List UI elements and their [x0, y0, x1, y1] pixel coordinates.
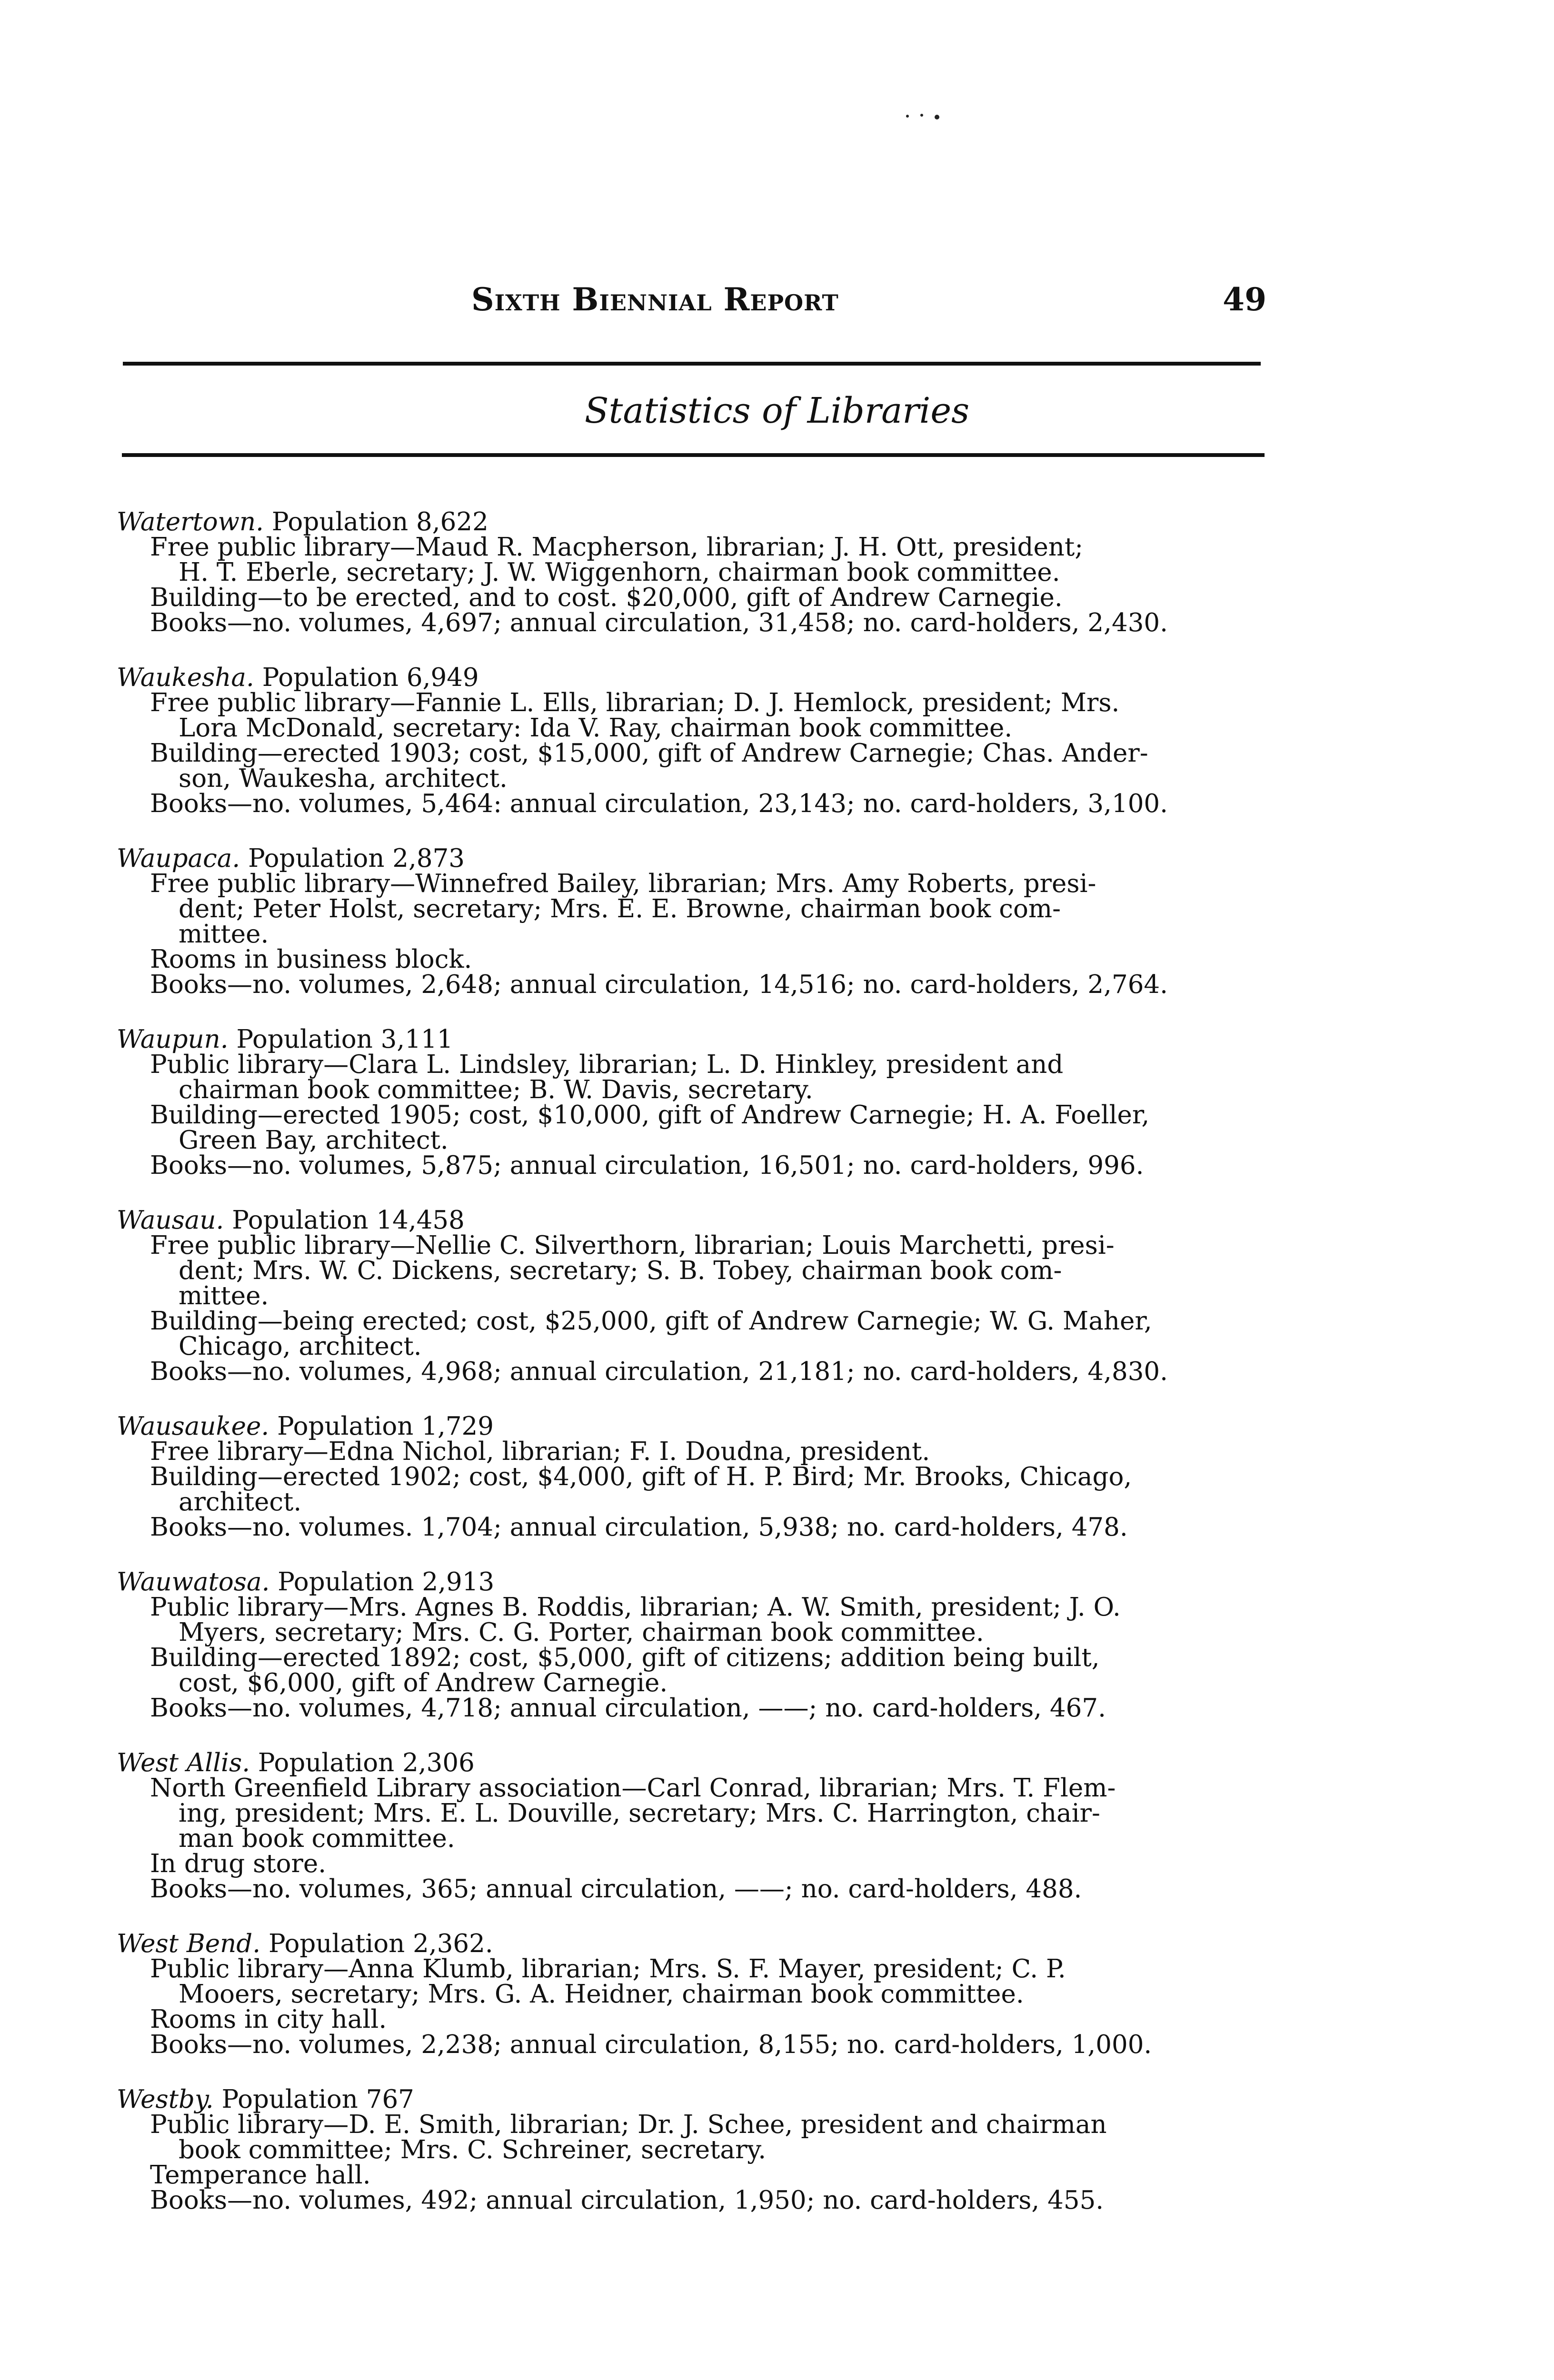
population: Population 6,949 — [262, 663, 479, 692]
library-entry-waukesha — [117, 665, 1269, 816]
entry-line: son, Waukesha, architect. — [179, 764, 508, 793]
entry-heading — [117, 2087, 1269, 2112]
entry-line: H. T. Eberle, secretary; J. W. Wiggenhorn, chairman book committee. — [179, 558, 1060, 587]
section-title: Statistics of Libraries — [584, 390, 970, 431]
entry-line: mittee. — [179, 1281, 269, 1310]
entry-line: Free public library—Maud R. Macpherson, librarian; J. H. Ott, president; — [150, 533, 1084, 562]
entry-line: Free public library—Fannie L. Ells, librarian; D. J. Hemlock, president; Mrs. — [150, 688, 1120, 717]
population: Population 2,913 — [278, 1567, 495, 1597]
entry-line: Chicago, architect. — [179, 1332, 422, 1361]
library-entry-west-bend — [117, 1931, 1269, 2057]
population: Population 3,111 — [236, 1025, 453, 1054]
running-title: Sixth Biennial Report — [471, 281, 839, 318]
entry-line: Books—no. volumes, 5,464: annual circulation, 23,143; no. card-holders, 3,100. — [150, 789, 1168, 818]
entry-heading — [117, 665, 1269, 690]
entry-line: book committee; Mrs. C. Schreiner, secretary. — [179, 2135, 767, 2164]
entry-line: Public library—D. E. Smith, librarian; Dr. J. Schee, president and chairman — [150, 2110, 1107, 2139]
entry-line: Rooms in business block. — [150, 945, 472, 974]
entry-line: Building—being erected; cost, $25,000, gift of Andrew Carnegie; W. G. Maher, — [150, 1307, 1152, 1336]
town-name: Waupaca. — [117, 844, 240, 873]
entry-heading — [117, 1414, 1269, 1439]
entry-line: In drug store. — [150, 1849, 327, 1878]
entry-line: Rooms in city hall. — [150, 2005, 387, 2034]
population: Population 8,622 — [271, 507, 488, 536]
entry-heading — [117, 1931, 1269, 1956]
library-entry-watertown — [117, 509, 1269, 635]
town-name: Waukesha. — [117, 663, 254, 692]
page-header — [119, 267, 1266, 333]
entry-line: Green Bay, architect. — [179, 1126, 448, 1155]
entry-line: Free library—Edna Nichol, librarian; F. I. Doudna, president. — [150, 1437, 930, 1466]
population: Population 14,458 — [232, 1206, 465, 1235]
entry-line: ing, president; Mrs. E. L. Douville, secretary; Mrs. C. Harrington, chair- — [179, 1799, 1100, 1828]
town-name: Westby. — [117, 2085, 214, 2114]
entry-line: dent; Mrs. W. C. Dickens, secretary; S. B. Tobey, chairman book com- — [179, 1256, 1062, 1285]
entry-line: Building—erected 1892; cost, $5,000, gift of citizens; addition being built, — [150, 1643, 1100, 1672]
entry-line: Public library—Clara L. Lindsley, librarian; L. D. Hinkley, president and — [150, 1050, 1064, 1079]
entry-line: Building—erected 1902; cost, $4,000, gift of H. P. Bird; Mr. Brooks, Chicago, — [150, 1462, 1132, 1491]
entry-line: Public library—Mrs. Agnes B. Roddis, librarian; A. W. Smith, president; J. O. — [150, 1593, 1121, 1622]
entry-heading — [117, 1027, 1269, 1052]
entry-line: Books—no. volumes, 365; annual circulation, ——; no. card-holders, 488. — [150, 1874, 1082, 1904]
entry-heading — [117, 1569, 1269, 1595]
print-specks — [905, 109, 962, 124]
town-name: Waupun. — [117, 1025, 229, 1054]
header-rule-top — [123, 362, 1261, 366]
header-rule-bottom — [122, 453, 1265, 457]
library-entries — [117, 509, 1269, 2242]
entry-line: Books—no. volumes, 4,718; annual circulation, ——; no. card-holders, 467. — [150, 1694, 1106, 1723]
town-name: Watertown. — [117, 507, 264, 536]
library-entry-waupaca — [117, 846, 1269, 997]
entry-line: Myers, secretary; Mrs. C. G. Porter, chairman book committee. — [179, 1618, 984, 1647]
town-name: Wauwatosa. — [117, 1567, 270, 1597]
library-entry-wauwatosa — [117, 1569, 1269, 1721]
entry-line: Free public library—Nellie C. Silverthorn, librarian; Louis Marchetti, presi- — [150, 1231, 1115, 1260]
library-entry-waupun — [117, 1027, 1269, 1178]
entry-line: Books—no. volumes, 2,238; annual circulation, 8,155; no. card-holders, 1,000. — [150, 2030, 1152, 2059]
entry-line: man book committee. — [179, 1824, 455, 1853]
entry-line: Books—no. volumes, 5,875; annual circulation, 16,501; no. card-holders, 996. — [150, 1151, 1144, 1180]
population: Population 2,873 — [248, 844, 465, 873]
library-entry-wausau — [117, 1208, 1269, 1384]
town-name: West Allis. — [117, 1748, 250, 1777]
town-name: West Bend. — [117, 1929, 261, 1958]
entry-line: Books—no. volumes, 2,648; annual circulation, 14,516; no. card-holders, 2,764. — [150, 970, 1168, 999]
entry-heading — [117, 1750, 1269, 1775]
entry-line: Temperance hall. — [150, 2161, 371, 2190]
entry-line: Mooers, secretary; Mrs. G. A. Heidner, chairman book committee. — [179, 1980, 1024, 2009]
page-number: 49 — [1223, 281, 1266, 318]
entry-line: Books—no. volumes, 4,968; annual circulation, 21,181; no. card-holders, 4,830. — [150, 1357, 1168, 1386]
entry-heading — [117, 846, 1269, 871]
entry-line: Building—erected 1905; cost, $10,000, gift of Andrew Carnegie; H. A. Foeller, — [150, 1101, 1150, 1130]
library-entry-wausaukee — [117, 1414, 1269, 1540]
entry-line: cost, $6,000, gift of Andrew Carnegie. — [179, 1668, 668, 1697]
population: Population 2,306 — [258, 1748, 475, 1777]
entry-line: Building—to be erected, and to cost. $20,000, gift of Andrew Carnegie. — [150, 583, 1063, 612]
entry-line: Free public library—Winnefred Bailey, librarian; Mrs. Amy Roberts, presi- — [150, 869, 1096, 898]
entry-line: dent; Peter Holst, secretary; Mrs. E. E. Browne, chairman book com- — [179, 894, 1061, 923]
entry-line: Books—no. volumes. 1,704; annual circulation, 5,938; no. card-holders, 478. — [150, 1513, 1128, 1542]
library-entry-westby — [117, 2087, 1269, 2213]
entry-heading — [117, 509, 1269, 535]
entry-line: mittee. — [179, 920, 269, 949]
library-entry-west-allis — [117, 1750, 1269, 1902]
population: Population 1,729 — [277, 1412, 494, 1441]
entry-line: Building—erected 1903; cost, $15,000, gift of Andrew Carnegie; Chas. Ander- — [150, 739, 1148, 768]
entry-line: Lora McDonald, secretary: Ida V. Ray, chairman book committee. — [179, 714, 1013, 743]
entry-line: Books—no. volumes, 4,697; annual circulation, 31,458; no. card-holders, 2,430. — [150, 608, 1168, 637]
entry-line: Books—no. volumes, 492; annual circulation, 1,950; no. card-holders, 455. — [150, 2186, 1104, 2215]
entry-line: architect. — [179, 1488, 302, 1517]
entry-line: chairman book committee; B. W. Davis, secretary. — [179, 1075, 813, 1104]
entry-line: Public library—Anna Klumb, librarian; Mrs. S. F. Mayer, president; C. P. — [150, 1954, 1066, 1983]
entry-line: North Greenfield Library association—Carl Conrad, librarian; Mrs. T. Flem- — [150, 1774, 1116, 1803]
population: Population 2,362. — [268, 1929, 493, 1958]
population: Population 767 — [221, 2085, 414, 2114]
entry-heading — [117, 1208, 1269, 1233]
town-name: Wausau. — [117, 1206, 224, 1235]
town-name: Wausaukee. — [117, 1412, 269, 1441]
